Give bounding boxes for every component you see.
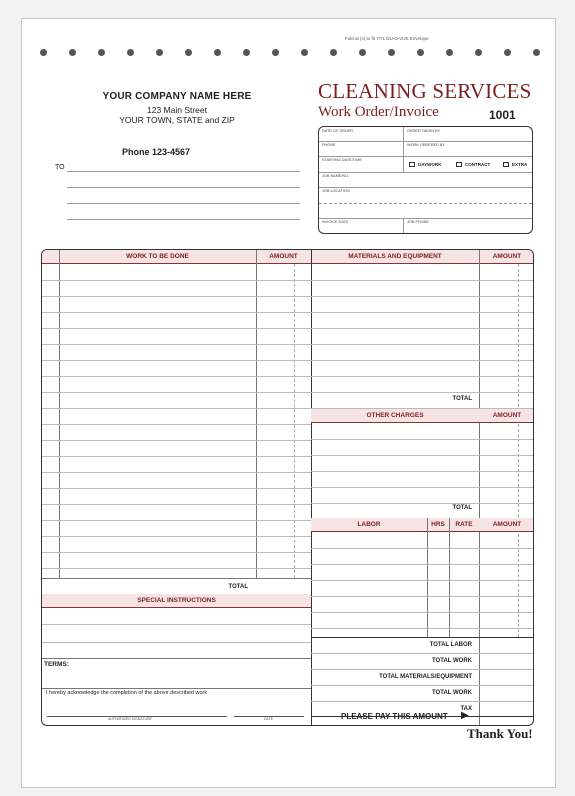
work-to-be-done-header: WORK TO BE DONE — [126, 253, 189, 260]
work-row-line[interactable] — [42, 536, 311, 537]
order-taken-by-label: ORDER TAKEN BY — [407, 129, 441, 133]
company-block — [82, 91, 272, 125]
work-row-line[interactable] — [42, 568, 311, 569]
binding-hole — [359, 49, 366, 56]
materials-total-label: TOTAL — [452, 396, 472, 402]
binding-hole — [417, 49, 424, 56]
other-charges-row-line[interactable] — [311, 439, 534, 440]
grand-total-work-label: TOTAL WORK — [432, 690, 472, 696]
thank-you-text: Thank You! — [467, 726, 533, 741]
binding-hole — [272, 49, 279, 56]
document-title: CLEANING SERVICES — [318, 79, 532, 103]
work-row-line[interactable] — [42, 440, 311, 441]
total-labor-label: TOTAL LABOR — [429, 642, 472, 648]
tax-label: TAX — [460, 706, 472, 712]
work-total-label: TOTAL — [228, 584, 248, 590]
materials-row-line[interactable] — [311, 328, 534, 329]
binding-hole — [185, 49, 192, 56]
materials-row-line[interactable] — [311, 280, 534, 281]
work-row-line[interactable] — [42, 360, 311, 361]
document-subtitle: Work Order/Invoice — [318, 104, 439, 120]
order-info-box — [318, 126, 533, 234]
contract-label: CONTRACT — [465, 162, 491, 167]
extra-checkbox[interactable] — [503, 162, 509, 167]
binding-hole — [98, 49, 105, 56]
job-location-label: JOB LOCATION — [322, 189, 350, 193]
work-row-line[interactable] — [42, 488, 311, 489]
binding-hole — [214, 49, 221, 56]
arrow-right-icon: ▶ — [461, 710, 469, 721]
acknowledgement-text: I hereby acknowledge the completion of the above described work — [46, 690, 208, 696]
job-phone-label: JOB PHONE — [407, 220, 429, 224]
date-label: DATE — [264, 717, 274, 721]
company-name: YOUR COMPANY NAME HERE — [102, 91, 252, 102]
materials-amount-header: AMOUNT — [492, 253, 522, 260]
materials-row-line[interactable] — [311, 392, 534, 393]
labor-row-line[interactable] — [311, 612, 534, 613]
materials-row-line[interactable] — [311, 344, 534, 345]
contract-checkbox[interactable] — [456, 162, 462, 167]
work-row-line[interactable] — [42, 504, 311, 505]
labor-row-line[interactable] — [311, 580, 534, 581]
binding-hole — [388, 49, 395, 56]
labor-row-line[interactable] — [311, 596, 534, 597]
rate-header: RATE — [455, 521, 473, 528]
work-row-line[interactable] — [42, 344, 311, 345]
binding-hole — [533, 49, 540, 56]
extra-label: EXTRA — [512, 162, 528, 167]
materials-header: MATERIALS AND EQUIPMENT — [348, 253, 442, 260]
labor-header: LABOR — [357, 521, 381, 528]
invoice-date-label: INVOICE DATE — [322, 220, 349, 224]
work-row-line[interactable] — [42, 376, 311, 377]
to-line[interactable] — [67, 171, 300, 172]
labor-row-line[interactable] — [311, 628, 534, 629]
materials-row-line[interactable] — [311, 312, 534, 313]
starting-date-time-label: STARTING DATE/TIME — [322, 158, 362, 162]
binding-hole — [69, 49, 76, 56]
materials-row-line[interactable] — [311, 376, 534, 377]
fold-note: Fold at (x) to fit 7/71 DU-O-VUE Envelope — [345, 36, 429, 41]
binding-hole — [475, 49, 482, 56]
job-name-label: JOB NAME/NO. — [322, 174, 350, 178]
binding-hole — [504, 49, 511, 56]
main-form-box — [41, 249, 534, 726]
daywork-checkbox[interactable] — [409, 162, 415, 167]
other-charges-amount-header: AMOUNT — [492, 412, 522, 419]
materials-row-line[interactable] — [311, 360, 534, 361]
binding-hole — [156, 49, 163, 56]
company-street: 123 Main Street — [146, 105, 207, 115]
labor-row-line[interactable] — [311, 548, 534, 549]
please-pay-row — [311, 711, 533, 726]
company-phone: Phone 123-4567 — [122, 147, 191, 157]
labor-amount-header: AMOUNT — [492, 521, 522, 528]
to-line[interactable] — [67, 219, 300, 220]
phone-label: PHONE — [322, 143, 336, 147]
work-ordered-by-label: WORK ORDERED BY — [407, 143, 445, 147]
other-charges-row-line[interactable] — [311, 455, 534, 456]
materials-row-line[interactable] — [311, 296, 534, 297]
work-row-line[interactable] — [42, 392, 311, 393]
please-pay-label: PLEASE PAY THIS AMOUNT — [341, 712, 448, 721]
terms-label: TERMS: — [44, 661, 69, 668]
binding-hole — [40, 49, 47, 56]
to-line[interactable] — [67, 187, 300, 188]
work-amount-header: AMOUNT — [269, 253, 298, 260]
other-charges-row-line[interactable] — [311, 487, 534, 488]
invoice-page — [21, 18, 556, 788]
work-row-line[interactable] — [42, 408, 311, 409]
hrs-header: HRS — [431, 521, 445, 528]
invoice-number: 1001 — [489, 108, 516, 122]
daywork-label: DAYWORK — [418, 162, 442, 167]
special-instructions-header: SPECIAL INSTRUCTIONS — [137, 597, 216, 604]
binding-hole — [127, 49, 134, 56]
binding-hole — [243, 49, 250, 56]
to-label: TO — [55, 164, 65, 171]
binding-hole — [330, 49, 337, 56]
authorized-signature-label: AUTHORIZED SIGNATURE — [108, 717, 152, 721]
other-charges-header: OTHER CHARGES — [366, 412, 424, 419]
binding-hole — [446, 49, 453, 56]
work-row-line[interactable] — [42, 328, 311, 329]
to-line[interactable] — [67, 203, 300, 204]
total-work-label: TOTAL WORK — [432, 658, 472, 664]
other-charges-row-line[interactable] — [311, 471, 534, 472]
work-row-line[interactable] — [42, 424, 311, 425]
binding-hole — [301, 49, 308, 56]
work-row-line[interactable] — [42, 312, 311, 313]
work-row-line[interactable] — [42, 472, 311, 473]
work-row-line[interactable] — [42, 296, 311, 297]
other-charges-row-line[interactable] — [311, 503, 534, 504]
other-charges-total-label: TOTAL — [452, 505, 472, 511]
work-row-line[interactable] — [42, 520, 311, 521]
total-materials-label: TOTAL MATERIALS/EQUIPMENT — [379, 674, 472, 680]
labor-row-line[interactable] — [311, 564, 534, 565]
work-row-line[interactable] — [42, 280, 311, 281]
date-of-order-label: DATE OF ORDER — [322, 129, 353, 133]
work-row-line[interactable] — [42, 456, 311, 457]
company-city: YOUR TOWN, STATE and ZIP — [119, 115, 235, 125]
work-row-line[interactable] — [42, 552, 311, 553]
